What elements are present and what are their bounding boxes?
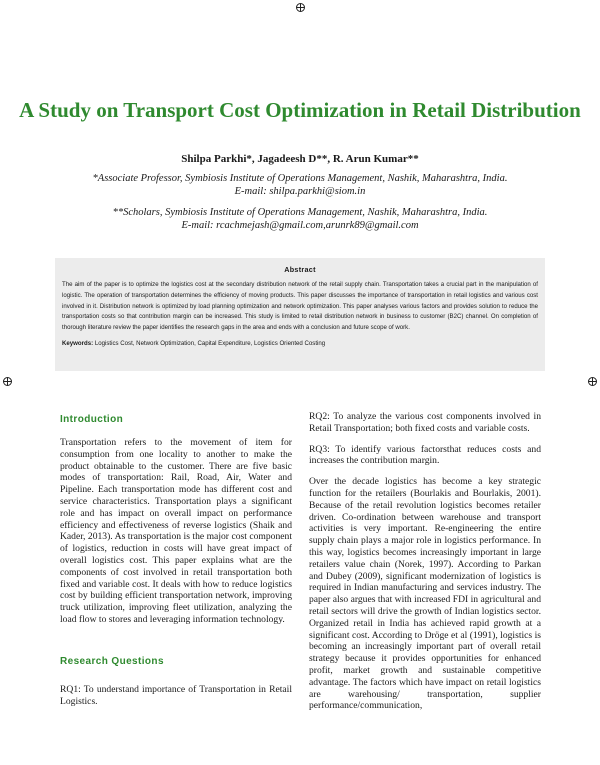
introduction-heading: Introduction bbox=[60, 414, 124, 425]
email-1: E-mail: shilpa.parkhi@siom.in bbox=[234, 186, 366, 197]
affiliation-1: *Associate Professor, Symbiosis Institute of Operations Management, Nashik, Maharashtra, India. bbox=[92, 173, 508, 184]
rq3-text: RQ3: To identify various factorsthat reduces costs and increases the contribution margin. bbox=[309, 443, 541, 467]
abstract-heading: Abstract bbox=[284, 265, 316, 274]
email-2: E-mail: rcachmejash@gmail.com,arunrk89@gmail.com bbox=[181, 220, 419, 231]
registration-mark-right-icon bbox=[588, 377, 597, 386]
abstract-text: The aim of the paper is to optimize the logistics cost at the secondary distribution network of the retail supply chain. Transportation takes a crucial part in the manipulation of logistic. The operation of transportation determines the efficiency of moving products. This paper discusses the importance of transportation in retail logistics and various cost involved in it. Distribution network is optimized by load planning optimization and network optimization. This paper analyses various factors and provides solution to reduce the transportation costs so that contribution margin can be increased. This study is limited to retail distribution network in business to customer (B2C) channel. On completion of thorough literature review the paper identifies the research gaps in the area and ends with a conclusion and future scope of work. bbox=[62, 281, 538, 332]
research-questions-heading: Research Questions bbox=[60, 656, 164, 667]
author-list: Shilpa Parkhi*, Jagadeesh D**, R. Arun Kumar** bbox=[181, 153, 419, 165]
keywords-line bbox=[62, 339, 538, 349]
rq1-text: RQ1: To understand importance of Transportation in Retail Logistics. bbox=[60, 684, 292, 707]
intro-paragraph: Transportation refers to the movement of item for consumption from one locality to another to make the product obtainable to the customer. There are five basic modes of transportation: Rail, Road, Air, Water and Pipeline. Each transportation mode has different cost and service characteristics. Transportation plays a significant role and has impact on overall impact on performance efficiency and effectiveness of reverse logistics (Shaik and Kader, 2013). As transportation is the major cost component of logistics, reduction in costs will have great impact of overall logistics cost. This paper explains what are the components of cost involved in retail transportation both fixed and variable cost. It deals with how to reduce logistics cost by building efficient transportation network, improving truck utilization, improving fleet utilization, analyzing the load flow to stores and leveraging information technology. bbox=[60, 437, 292, 625]
paper-title: A Study on Transport Cost Optimization in Retail Distribution bbox=[19, 98, 581, 122]
keywords-label: Keywords: bbox=[62, 339, 94, 347]
keywords-text: Logistics Cost, Network Optimization, Capital Expenditure, Logistics Oriented Costing bbox=[94, 339, 326, 347]
registration-mark-left-icon bbox=[3, 377, 12, 386]
affiliation-2: **Scholars, Symbiosis Institute of Operations Management, Nashik, Maharashtra, India. bbox=[112, 207, 488, 218]
rq2-text: RQ2: To analyze the various cost components involved in Retail Transportation; both fixed costs and variable costs. bbox=[309, 411, 541, 434]
registration-mark-top-icon bbox=[296, 3, 305, 12]
abstract-box bbox=[55, 258, 545, 371]
right-column bbox=[309, 411, 541, 721]
body-paragraph: Over the decade logistics has become a key strategic function for the retailers (Bourlakis and Bourlakis, 2001). Because of the retail revolution logistics becomes retailer driven. Co-ordination between warehouse and transport activities is very important. Re-engineering the entire supply chain plays a major role in logistics performance. In this way, logistics becomes increasingly important in large retailers value chain (Norek, 1997). According to Parkan and Dubey (2009), significant modernization of logistics is required in Indian manufacturing and services industry. The paper also argues that with increased FDI in agricultural and retail sectors will drive the growth of Indian logistics sector. Organized retail in India has achieved rapid growth at a significant cost. According to Dröge et al (1991), logistics is becoming an increasingly important part of overall retail strategy because it provides opportunities for enhanced profit, market growth and sustainable competitive advantage. The factors which have impact on retail logistics are warehousing/ transportation, supplier performance/communication, bbox=[309, 476, 541, 712]
